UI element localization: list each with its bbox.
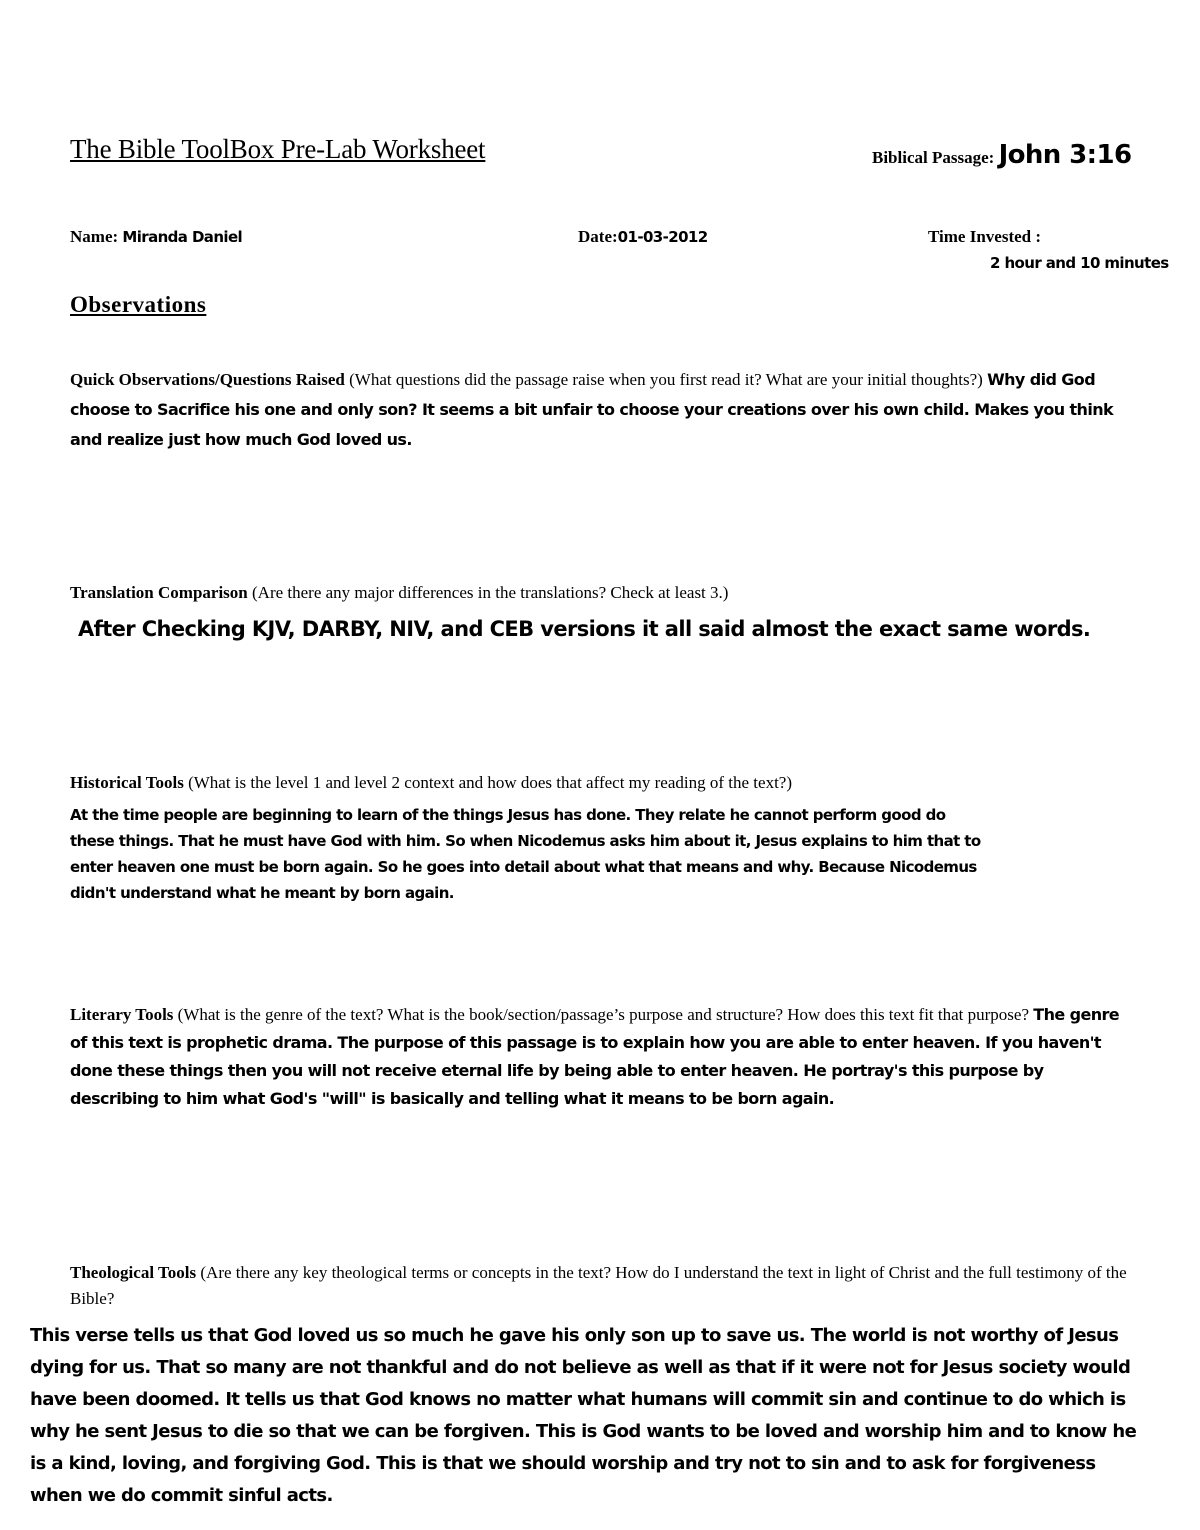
historical-tools-prompt: (What is the level 1 and level 2 context and how does that affect my reading of the text?) [188,773,792,792]
theological-tools-prompt: (Are there any key theological terms or concepts in the text? How do I understand the text in light of Christ and the full testimony of the Bible? [70,1263,1127,1308]
literary-tools-label: Literary Tools [70,1005,174,1024]
quick-observations-label: Quick Observations/Questions Raised [70,370,345,389]
theological-tools-section [30,1260,1137,1512]
quick-observations-prompt: (What questions did the passage raise when you first read it? What are your initial thoughts?) [349,370,983,389]
translation-comparison-answer: After Checking KJV, DARBY, NIV, and CEB versions it all said almost the exact same words. [78,617,1091,641]
name-label: Name: [70,227,119,246]
worksheet-title: The Bible ToolBox Pre-Lab Worksheet [70,134,486,164]
historical-tools-answer: At the time people are beginning to learn of the things Jesus has done. They relate he cannot perform good do these things. That he must have God with him. So when Nicodemus asks him about it, Jesus explains to him that to enter heaven one must be born again. So he goes into detail about what that means and why. Because Nicodemus didn't understand what he meant by born again. [70,806,981,902]
name-field [70,224,242,250]
biblical-passage-value: John 3:16 [998,140,1132,170]
historical-tools-label: Historical Tools [70,773,184,792]
date-field [578,224,708,250]
time-invested-field [928,224,1041,250]
biblical-passage-field [872,142,1131,171]
name-value: Miranda Daniel [122,228,243,246]
biblical-passage-label: Biblical Passage: [872,148,995,167]
translation-comparison-label: Translation Comparison [70,583,248,602]
theological-tools-answer: This verse tells us that God loved us so much he gave his only son up to save us. The world is not worthy of Jesus dying for us. That so many are not thankful and do not believe as well as that if it were not for Jesus society would have been doomed. It tells us that God knows no matter what humans will commit sin and continue to do which is why he sent Jesus to die so that we can be forgiven. This is God wants to be loved and worship him and to know he is a kind, loving, and forgiving God. This is that we should worship and try not to sin and to ask for forgiveness when we do commit sinful acts. [30,1325,1137,1506]
theological-tools-label: Theological Tools [70,1263,197,1282]
literary-tools-prompt: (What is the genre of the text? What is the book/section/passage’s purpose and structure? How does this text fit that purpose? [177,1005,1030,1024]
time-invested-value: 2 hour and 10 minutes [990,254,1169,272]
translation-comparison-prompt: (Are there any major differences in the translations? Check at least 3.) [252,583,729,602]
literary-tools-answer: The genre of this text is prophetic drama. The purpose of this passage is to explain how you are able to enter heaven. If you haven't done these things then you will not receive eternal life by being able to enter heaven. He portray's this purpose by describing to him what God's "will" is basically and telling what it means to be born again. [70,1005,1120,1108]
observations-heading: Observations [70,292,207,317]
quick-observations-section [70,365,1130,455]
historical-tools-section [70,770,1130,906]
time-invested-label: Time Invested : [928,227,1042,246]
literary-tools-section [70,1001,1130,1113]
date-value: 01-03-2012 [617,228,708,246]
date-label: Date: [578,227,618,246]
quick-observations-answer: Why did God choose to Sacrifice his one and only son? It seems a bit unfair to choose your creations over his own child. Makes you think and realize just how much God loved us. [70,370,1114,449]
translation-comparison-section [70,580,1130,646]
